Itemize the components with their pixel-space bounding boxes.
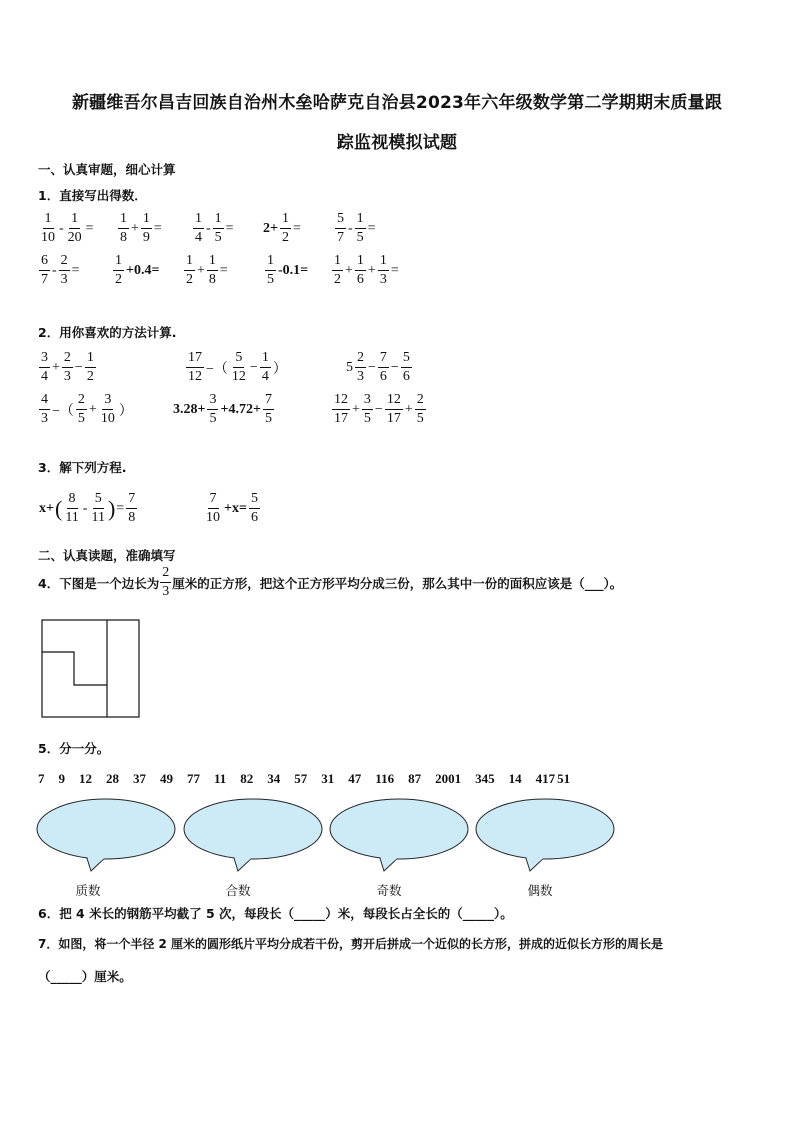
category-composite: 合数: [225, 883, 251, 898]
q2-e6: $\frac{12}{17}$ + $\frac{3}{5}$ − $\frac{12}{17}$ + $\frac{2}{5}$: [334, 392, 424, 426]
number-item: 12: [79, 771, 92, 786]
q2-e4: $\frac{4}{3}$ −（ $\frac{2}{5}$ + $\frac{3}{10}$ ）: [41, 392, 133, 426]
category-odd: 奇数: [376, 883, 402, 898]
question-5-label: 5．分一分。: [38, 741, 110, 756]
number-item: 57: [294, 771, 308, 786]
question-6-text: 6．把 4 米长的钢筋平均截了 5 次，每段长（_____）米，每段长占全长的（_____）。: [38, 906, 513, 921]
number-list: [38, 771, 570, 787]
question-3-label: 3．解下列方程.: [38, 460, 127, 475]
q1-r2-e5: $\frac{1}{2}$ + $\frac{1}{6}$ + $\frac{1}{3}$ =: [334, 253, 399, 287]
number-item: 11: [214, 771, 227, 786]
q3-equation-2: $\frac{7}{10}$ +x= $\frac{5}{6}$: [206, 491, 258, 525]
bubble-prime: [37, 799, 175, 871]
q1-r2-e4: $\frac{1}{5}$ -0.1=: [267, 253, 309, 287]
page-title-line2: 踪监视模拟试题: [336, 133, 458, 153]
q1-r1-e4: 2+ $\frac{1}{2}$ =: [263, 211, 301, 245]
q1-r2-e1: $\frac{6}{7}$ - $\frac{2}{3}$ =: [41, 253, 80, 287]
number-item: 34: [267, 771, 281, 786]
number-item: 28: [106, 771, 119, 786]
category-even: 偶数: [527, 883, 553, 898]
question-7-line1: 7．如图，将一个半径 2 厘米的圆形纸片平均分成若干份，剪开后拼成一个近似的长方形，拼成的近似长方形的周长是: [38, 937, 664, 951]
question-7-line2: （_____）厘米。: [38, 969, 132, 984]
number-item: 87: [408, 771, 422, 786]
number-item: 82: [240, 771, 254, 786]
number-item: 31: [321, 771, 335, 786]
square-divided-figure: [41, 619, 141, 719]
q3-equation-1: x+ ( $\frac{8}{11}$ - $\frac{5}{11}$ ) = $\frac{7}{8}$: [39, 491, 136, 525]
number-item: 49: [160, 771, 173, 786]
number-item: 7: [38, 771, 45, 786]
number-item: 345: [475, 771, 495, 786]
q2-e2: $\frac{17}{12}$ −（ $\frac{5}{12}$ − $\frac{1}{4}$ ）: [188, 350, 287, 384]
q1-r2-e3: $\frac{1}{2}$ + $\frac{1}{8}$ =: [186, 253, 228, 287]
q1-r1-e2: $\frac{1}{8}$ + $\frac{1}{9}$ =: [120, 211, 162, 245]
q1-r1-e5: $\frac{5}{7}$ - $\frac{1}{5}$ =: [337, 211, 376, 245]
number-item: 116: [375, 771, 395, 786]
bubble-odd: [330, 799, 468, 871]
number-item: 14: [508, 771, 522, 786]
classification-bubbles: [36, 797, 622, 873]
q1-r1-e3: $\frac{1}{4}$ - $\frac{1}{5}$ =: [195, 211, 234, 245]
question-2-label: 2．用你喜欢的方法计算.: [38, 325, 177, 340]
number-item: 51: [557, 771, 571, 786]
q2-e5: 3.28+ $\frac{3}{5}$ +4.72+ $\frac{7}{5}$: [173, 392, 272, 426]
number-item: 37: [133, 771, 146, 786]
bubble-composite: [184, 799, 322, 871]
q1-r2-e2: $\frac{1}{2}$ +0.4=: [115, 253, 160, 287]
bubble-even: [476, 799, 614, 871]
page-title-line1: 新疆维吾尔昌吉回族自治州木垒哈萨克自治县2023年六年级数学第二学期期末质量跟: [71, 93, 723, 113]
number-item: 2001: [435, 771, 462, 786]
section-2-heading: 二、认真读题，准确填写: [38, 548, 176, 563]
section-1-heading: 一、认真审题，细心计算: [38, 162, 176, 177]
question-1-label: 1．直接写出得数．: [38, 188, 147, 203]
number-item: 417: [535, 771, 556, 786]
number-item: 77: [187, 771, 200, 786]
number-item: 47: [348, 771, 362, 786]
question-4-text: 4．下图是一个边长为 $\frac{2}{3}$ 厘米的正方形，把这个正方形平均分成三份，那么其中一份的面积应该是（___）。: [38, 565, 623, 599]
q1-r1-e1: $\frac{1}{10}$ - $\frac{1}{20}$ =: [41, 211, 94, 245]
category-prime: 质数: [75, 883, 101, 898]
q2-e3: 5 $\frac{2}{3}$ − $\frac{7}{6}$ − $\frac{5}{6}$: [346, 350, 410, 384]
q2-e1: $\frac{3}{4}$ + $\frac{2}{3}$ − $\frac{1}{2}$: [41, 350, 94, 384]
number-item: 9: [58, 771, 65, 786]
